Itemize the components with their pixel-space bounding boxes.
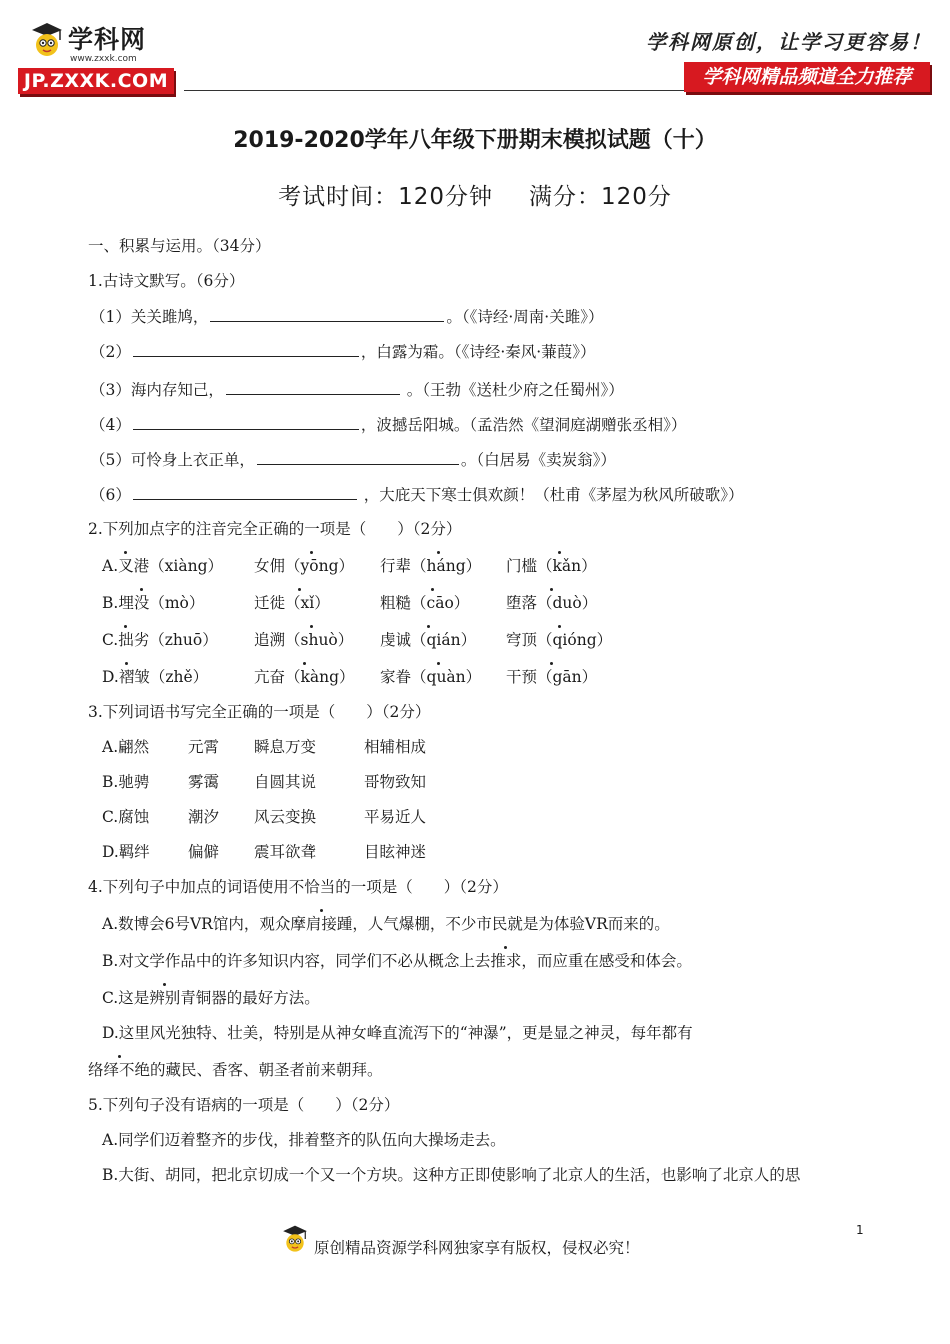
q5-option-a: A.同学们迈着整齐的步伐，排着整齐的队伍向大操场走去。 [102,1131,506,1149]
q4-option-a: A.数博会6号VR馆内，观众摩肩接踵，人气爆棚，不少市民就是为体验VR而来的。 [102,915,670,933]
mascot-icon [28,20,66,60]
q4-option-c: C.这是辨别青铜器的最好方法。 [102,989,320,1007]
logo-text: 学科网 [68,25,147,54]
channel-banner: 学科网精品频道全力推荐 [684,62,930,92]
exam-time: 考试时间：120分钟 [278,184,493,210]
q4-option-d: D.这里风光独特、壮美，特别是从神女峰直流泻下的“神瀑”，更是显之神灵，每年都有 [102,1024,693,1042]
exam-score: 满分：120分 [529,184,672,210]
q3-a-4: 相辅相成 [364,738,427,756]
q1-line-4: （4） ，波撼岳阳城。（孟浩然《望洞庭湖赠张丞相》） [90,416,687,434]
q2-option-c: C.拙劣（zhuō） [102,631,218,649]
exam-subtitle [0,178,950,211]
question-2-stem: 2.下列加点字的注音完全正确的一项是（ ）（2分） [88,520,462,538]
q1-line-3: （3）海内存知己， 。（王勃《送杜少府之任蜀州》） [90,381,624,399]
q2-option-a-2: 女佣（yōng） [254,557,355,575]
q1-line-1: （1）关关雎鸠， 。（《诗经·周南·关雎》） [90,308,604,326]
answer-blank [210,306,444,322]
question-4-stem: 4.下列句子中加点的词语使用不恰当的一项是（ ）（2分） [88,878,508,896]
q4-option-d-cont: 络绎不绝的藏民、香客、朝圣者前来朝拜。 [88,1061,383,1079]
q2-option-a: A.叉港（xiàng） [102,557,223,575]
q2-option-b-2: 迁徙（xǐ） [254,594,330,612]
q2-option-a-4: 门槛（kǎn） [506,557,597,575]
exam-title: 2019-2020学年八年级下册期末模拟试题（十） [233,128,717,153]
q2-option-b: B.埋没（mò） [102,594,205,612]
q3-a-3: 瞬息万变 [254,738,317,756]
q2-option-d-2: 亢奋（kàng） [254,668,355,686]
q2-option-c-4: 穹顶（qióng） [506,631,613,649]
q3-d-3: 震耳欲聋 [254,843,317,861]
q3-d-2: 偏僻 [188,843,220,861]
page-number: 1 [856,1223,864,1237]
q1-line-6: （6） ，大庇天下寒士俱欢颜！（杜甫《茅屋为秋风所破歌》） [90,486,744,504]
q3-a-2: 元霄 [188,738,220,756]
q3-b-2: 雾霭 [188,773,220,791]
q3-b-3: 自圆其说 [254,773,317,791]
logo-url: www.zxxk.com [70,54,137,64]
q3-a-1: A.翩然 [102,738,150,756]
q3-c-3: 风云变换 [254,808,317,826]
q3-c-2: 潮汐 [188,808,220,826]
q3-c-4: 平易近人 [364,808,427,826]
answer-blank [133,414,359,430]
copyright-notice: 原创精品资源学科网独家享有版权，侵权必究！ [314,1239,640,1257]
answer-blank [257,449,459,465]
question-5-stem: 5.下列句子没有语病的一项是（ ）（2分） [88,1096,400,1114]
logo-domain: JP.ZXXK.COM [18,68,174,94]
q3-b-4: 哥物致知 [364,773,427,791]
q4-option-b: B.对文学作品中的许多知识内容，同学们不必从概念上去推求，而应重在感受和体会。 [102,952,692,970]
q3-d-4: 目眩神迷 [364,843,427,861]
q2-option-b-4: 堕落（duò） [506,594,598,612]
q3-d-1: D.羁绊 [102,843,150,861]
site-logo [18,14,178,100]
answer-blank [133,341,359,357]
q2-option-c-3: 虔诚（qián） [380,631,477,649]
question-1-stem: 1.古诗文默写。（6分） [88,272,245,290]
q2-option-d-4: 干预（gān） [506,668,598,686]
answer-blank [226,379,400,395]
q1-line-2: （2） ，白露为霜。（《诗经·秦风·蒹葭》） [90,343,596,361]
question-3-stem: 3.下列词语书写完全正确的一项是（ ）（2分） [88,703,431,721]
header-slogan: 学科网原创，让学习更容易！ [646,30,932,54]
q1-line-5: （5）可怜身上衣正单， 。（白居易《卖炭翁》） [90,451,616,469]
q5-option-b: B.大街、胡同，把北京切成一个又一个方块。这种方正即使影响了北京人的生活，也影响了北京人的思 [102,1166,801,1184]
q3-b-1: B.驰骋 [102,773,150,791]
mascot-icon [280,1222,310,1256]
q2-option-d-3: 家眷（quàn） [380,668,482,686]
q3-c-1: C.腐蚀 [102,808,150,826]
q2-option-b-3: 粗糙（cāo） [380,594,470,612]
answer-blank [133,484,357,500]
header-divider [184,90,684,91]
section-heading: 一、积累与运用。（34分） [88,237,271,255]
q2-option-d: D.褶皱（zhě） [102,668,209,686]
q2-option-c-2: 追溯（shuò） [254,631,354,649]
q2-option-a-3: 行辈（háng） [380,557,482,575]
